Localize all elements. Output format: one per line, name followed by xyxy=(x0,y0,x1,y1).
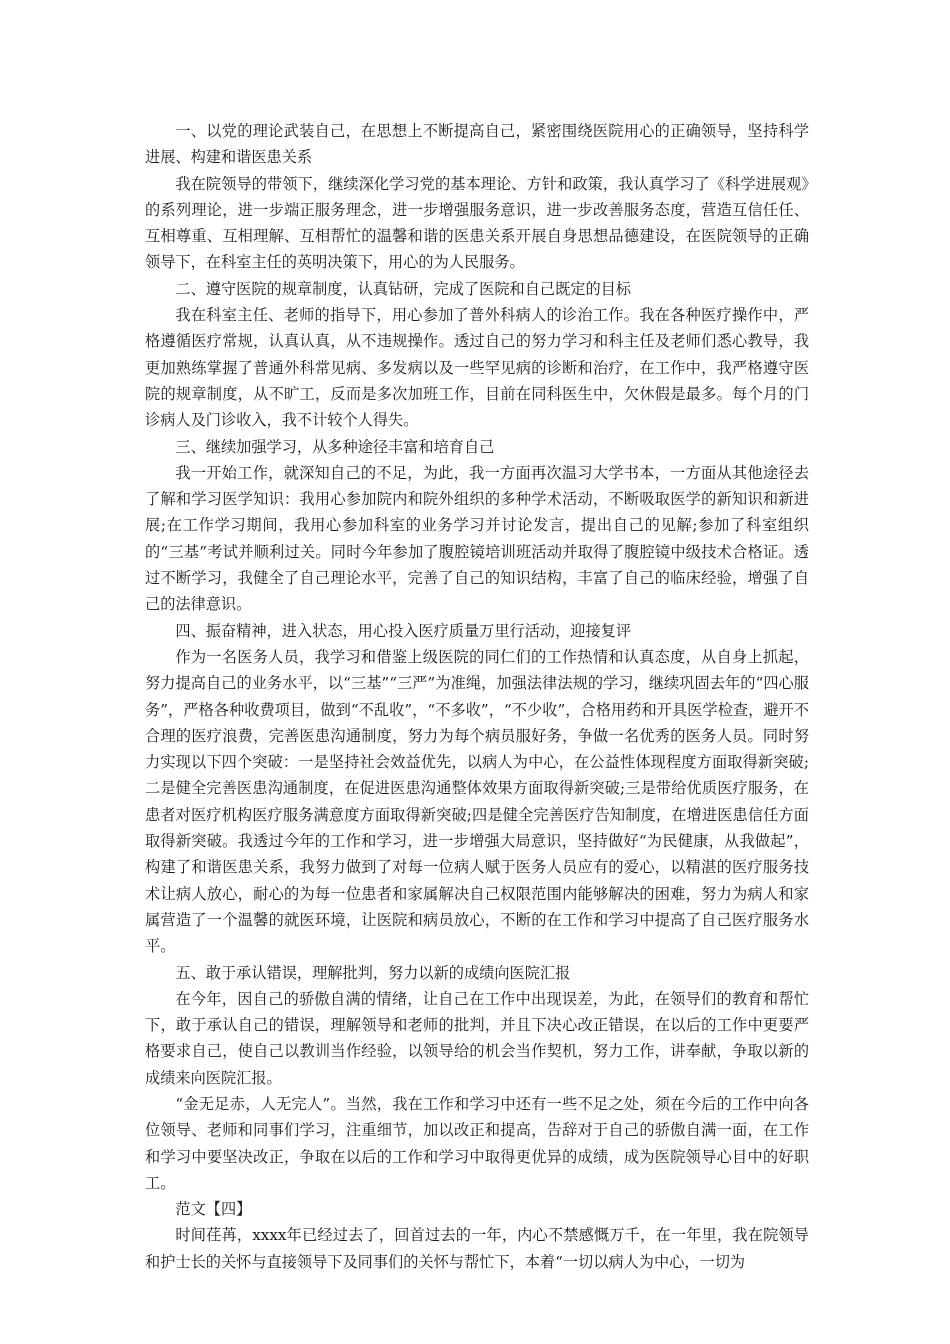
document-body xyxy=(145,118,809,1275)
paragraph-5: 在今年，因自己的骄傲自满的情绪，让自己在工作中出现误差，为此，在领导们的教育和帮忙下，敢于承认自己的错误，理解领导和老师的批判，并且下决心改正错误，在以后的工作中更要严格要求自己，使自己以教训当作经验，以领导给的机会当作契机，努力工作，讲奉献，争取以新的成绩来向医院汇报。 xyxy=(145,989,809,1087)
section-heading-3: 三、继续加强学习，从多种途径丰富和培育自己 xyxy=(175,437,495,456)
paragraph-2: 我在科室主任、老师的指导下，用心参加了普外科病人的诊治工作。我在各种医疗操作中，严格遵循医疗常规，认真认真，从不违规操作。透过自己的努力学习和科主任及老师们悉心教导，我更加熟练掌握了普通外科常见病、多发病以及一些罕见病的诊断和治疗，在工作中，我严格遵守医院的规章制度，从不旷工，反而是多次加班工作，目前在同科医生中，欠休假是最多。每个月的门诊病人及门诊收入，我不计较个人得失。 xyxy=(145,306,809,430)
paragraph-7: 时间荏苒，xxxx年已经过去了，回首过去的一年，内心不禁感慨万千，在一年里，我在院领导和护士长的关怀与直接领导下及同事们的关怀与帮忙下，本着“一切以病人为中心，一切为 xyxy=(145,1226,809,1271)
section-heading-2: 二、遵守医院的规章制度，认真钻研，完成了医院和自己既定的目标 xyxy=(175,279,632,298)
section-heading-4: 四、振奋精神，进入状态，用心投入医疗质量万里行活动，迎接复评 xyxy=(175,621,632,640)
sample-heading: 范文【四】 xyxy=(175,1200,252,1219)
paragraph-4: 作为一名医务人员，我学习和借鉴上级医院的同仁们的工作热情和认真态度，从自身上抓起，努力提高自己的业务水平，以“三基”“三严”为准绳，加强法律法规的学习，继续巩固去年的“四心服务”，严格各种收费项目，做到“不乱收”，“不多收”，“不少收”，合格用药和开具医学检查，避开不合理的医疗浪费，完善医患沟通制度，努力为每个病员服好务，争做一名优秀的医务人员。同时努力实现以下四个突破：一是坚持社会效益优先，以病人为中心，在公益性体现程度方面取得新突破;二是健全完善医患沟通制度，在促进医患沟通整体效果方面取得新突破;三是带给优质医疗服务，在患者对医疗机构医疗服务满意度方面取得新突破;四是健全完善医疗告知制度，在增进医患信任方面取得新突破。我透过今年的工作和学习，进一步增强大局意识，坚持做好“为民健康，从我做起”，构建了和谐医患关系，我努力做到了对每一位病人赋于医务人员应有的爱心，以精湛的医疗服务技术让病人放心，耐心的为每一位患者和家属解决自己权限范围内能够解决的困难，努力为病人和家属营造了一个温馨的就医环境，让医院和病员放心，不断的在工作和学习中提高了自己医疗服务水平。 xyxy=(145,647,809,956)
paragraph-3: 我一开始工作，就深知自己的不足，为此，我一方面再次温习大学书本，一方面从其他途径去了解和学习医学知识：我用心参加院内和院外组织的多种学术活动，不断吸取医学的新知识和新进展;在工作学习期间，我用心参加科室的业务学习并讨论发言，提出自己的见解;参加了科室组织的“三基”考试并顺利过关。同时今年参加了腹腔镜培训班活动并取得了腹腔镜中级技术合格证。透过不断学习，我健全了自己理论水平，完善了自己的知识结构，丰富了自己的临床经验，增强了自己的法律意识。 xyxy=(145,463,809,614)
paragraph-6: “金无足赤，人无完人”。当然，我在工作和学习中还有一些不足之处，须在今后的工作中向各位领导、老师和同事们学习，注重细节，加以改正和提高，告辞对于自己的骄傲自满一面，在工作和学习中要坚决改正，争取在以后的工作和学习中取得更优异的成绩，成为医院领导心目中的好职工。 xyxy=(145,1094,809,1192)
section-heading-1: 一、以党的理论武装自己，在思想上不断提高自己，紧密围绕医院用心的正确领导，坚持科学进展、构建和谐医患关系 xyxy=(145,122,809,167)
paragraph-1: 我在院领导的带领下，继续深化学习党的基本理论、方针和政策，我认真学习了《科学进展观》的系列理论，进一步端正服务理念，进一步增强服务意识，进一步改善服务态度，营造互信任任、互相尊重、互相理解、互相帮忙的温馨和谐的医患关系开展自身思想品德建设，在医院领导的正确领导下，在科室主任的英明决策下，用心的为人民服务。 xyxy=(145,174,809,272)
section-heading-5: 五、敢于承认错误，理解批判，努力以新的成绩向医院汇报 xyxy=(175,963,571,982)
